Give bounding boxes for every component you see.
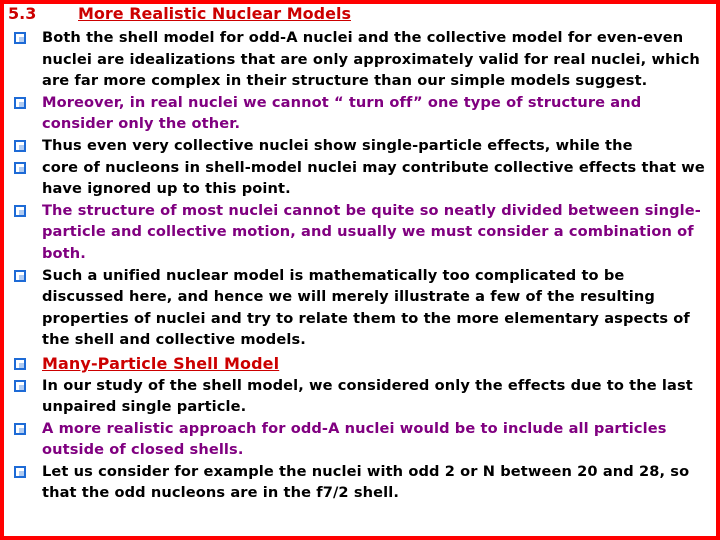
checkbox-bullet-icon — [14, 32, 26, 44]
list-item — [4, 375, 716, 418]
section-title: More Realistic Nuclear Models — [78, 4, 351, 23]
checkbox-bullet-icon — [14, 162, 26, 174]
checkbox-bullet-icon — [14, 423, 26, 435]
subsection-heading — [4, 353, 716, 375]
item-text: A more realistic approach for odd-A nuclei would be to include all particles outside of closed shells. — [42, 419, 667, 459]
item-text: The structure of most nuclei cannot be quite so neatly divided between single-particle and collective motion, and usually we must consider a combination of both. — [42, 201, 701, 262]
bullet-list — [4, 27, 716, 504]
checkbox-bullet-icon — [14, 270, 26, 282]
item-text: Moreover, in real nuclei we cannot “ turn off” one type of structure and consider only the other. — [42, 93, 642, 133]
checkbox-bullet-icon — [14, 140, 26, 152]
item-text: In our study of the shell model, we considered only the effects due to the last unpaired single particle. — [42, 376, 693, 416]
item-text: Both the shell model for odd-A nuclei and the collective model for even-even nuclei are idealizations that are only approximately valid for real nuclei, which are far more complex in their structure than our simple models suggest. — [42, 29, 700, 90]
item-text: Let us consider for example the nuclei with odd 2 or N between 20 and 28, so that the odd nucleons are in the f7/2 shell. — [42, 462, 690, 502]
checkbox-bullet-icon — [14, 358, 26, 370]
slide-title — [8, 4, 351, 23]
list-item — [4, 92, 716, 135]
item-text: Such a unified nuclear model is mathematically too complicated to be discussed here, and hence we will merely illustrate a few of the resulting properties of nuclei and try to relate them to the more elementary aspects of the shell and collective models. — [42, 266, 690, 349]
list-item — [4, 265, 716, 351]
list-item — [4, 157, 716, 200]
checkbox-bullet-icon — [14, 97, 26, 109]
list-item — [4, 418, 716, 461]
list-item — [4, 461, 716, 504]
section-number: 5.3 — [8, 4, 37, 23]
list-item — [4, 200, 716, 265]
item-text: Thus even very collective nuclei show single-particle effects, while the — [42, 136, 633, 154]
checkbox-bullet-icon — [14, 205, 26, 217]
checkbox-bullet-icon — [14, 466, 26, 478]
list-item — [4, 135, 716, 157]
checkbox-bullet-icon — [14, 380, 26, 392]
item-text: core of nucleons in shell-model nuclei may contribute collective effects that we have ignored up to this point. — [42, 158, 705, 198]
list-item — [4, 27, 716, 92]
heading-text: Many-Particle Shell Model — [42, 353, 280, 373]
